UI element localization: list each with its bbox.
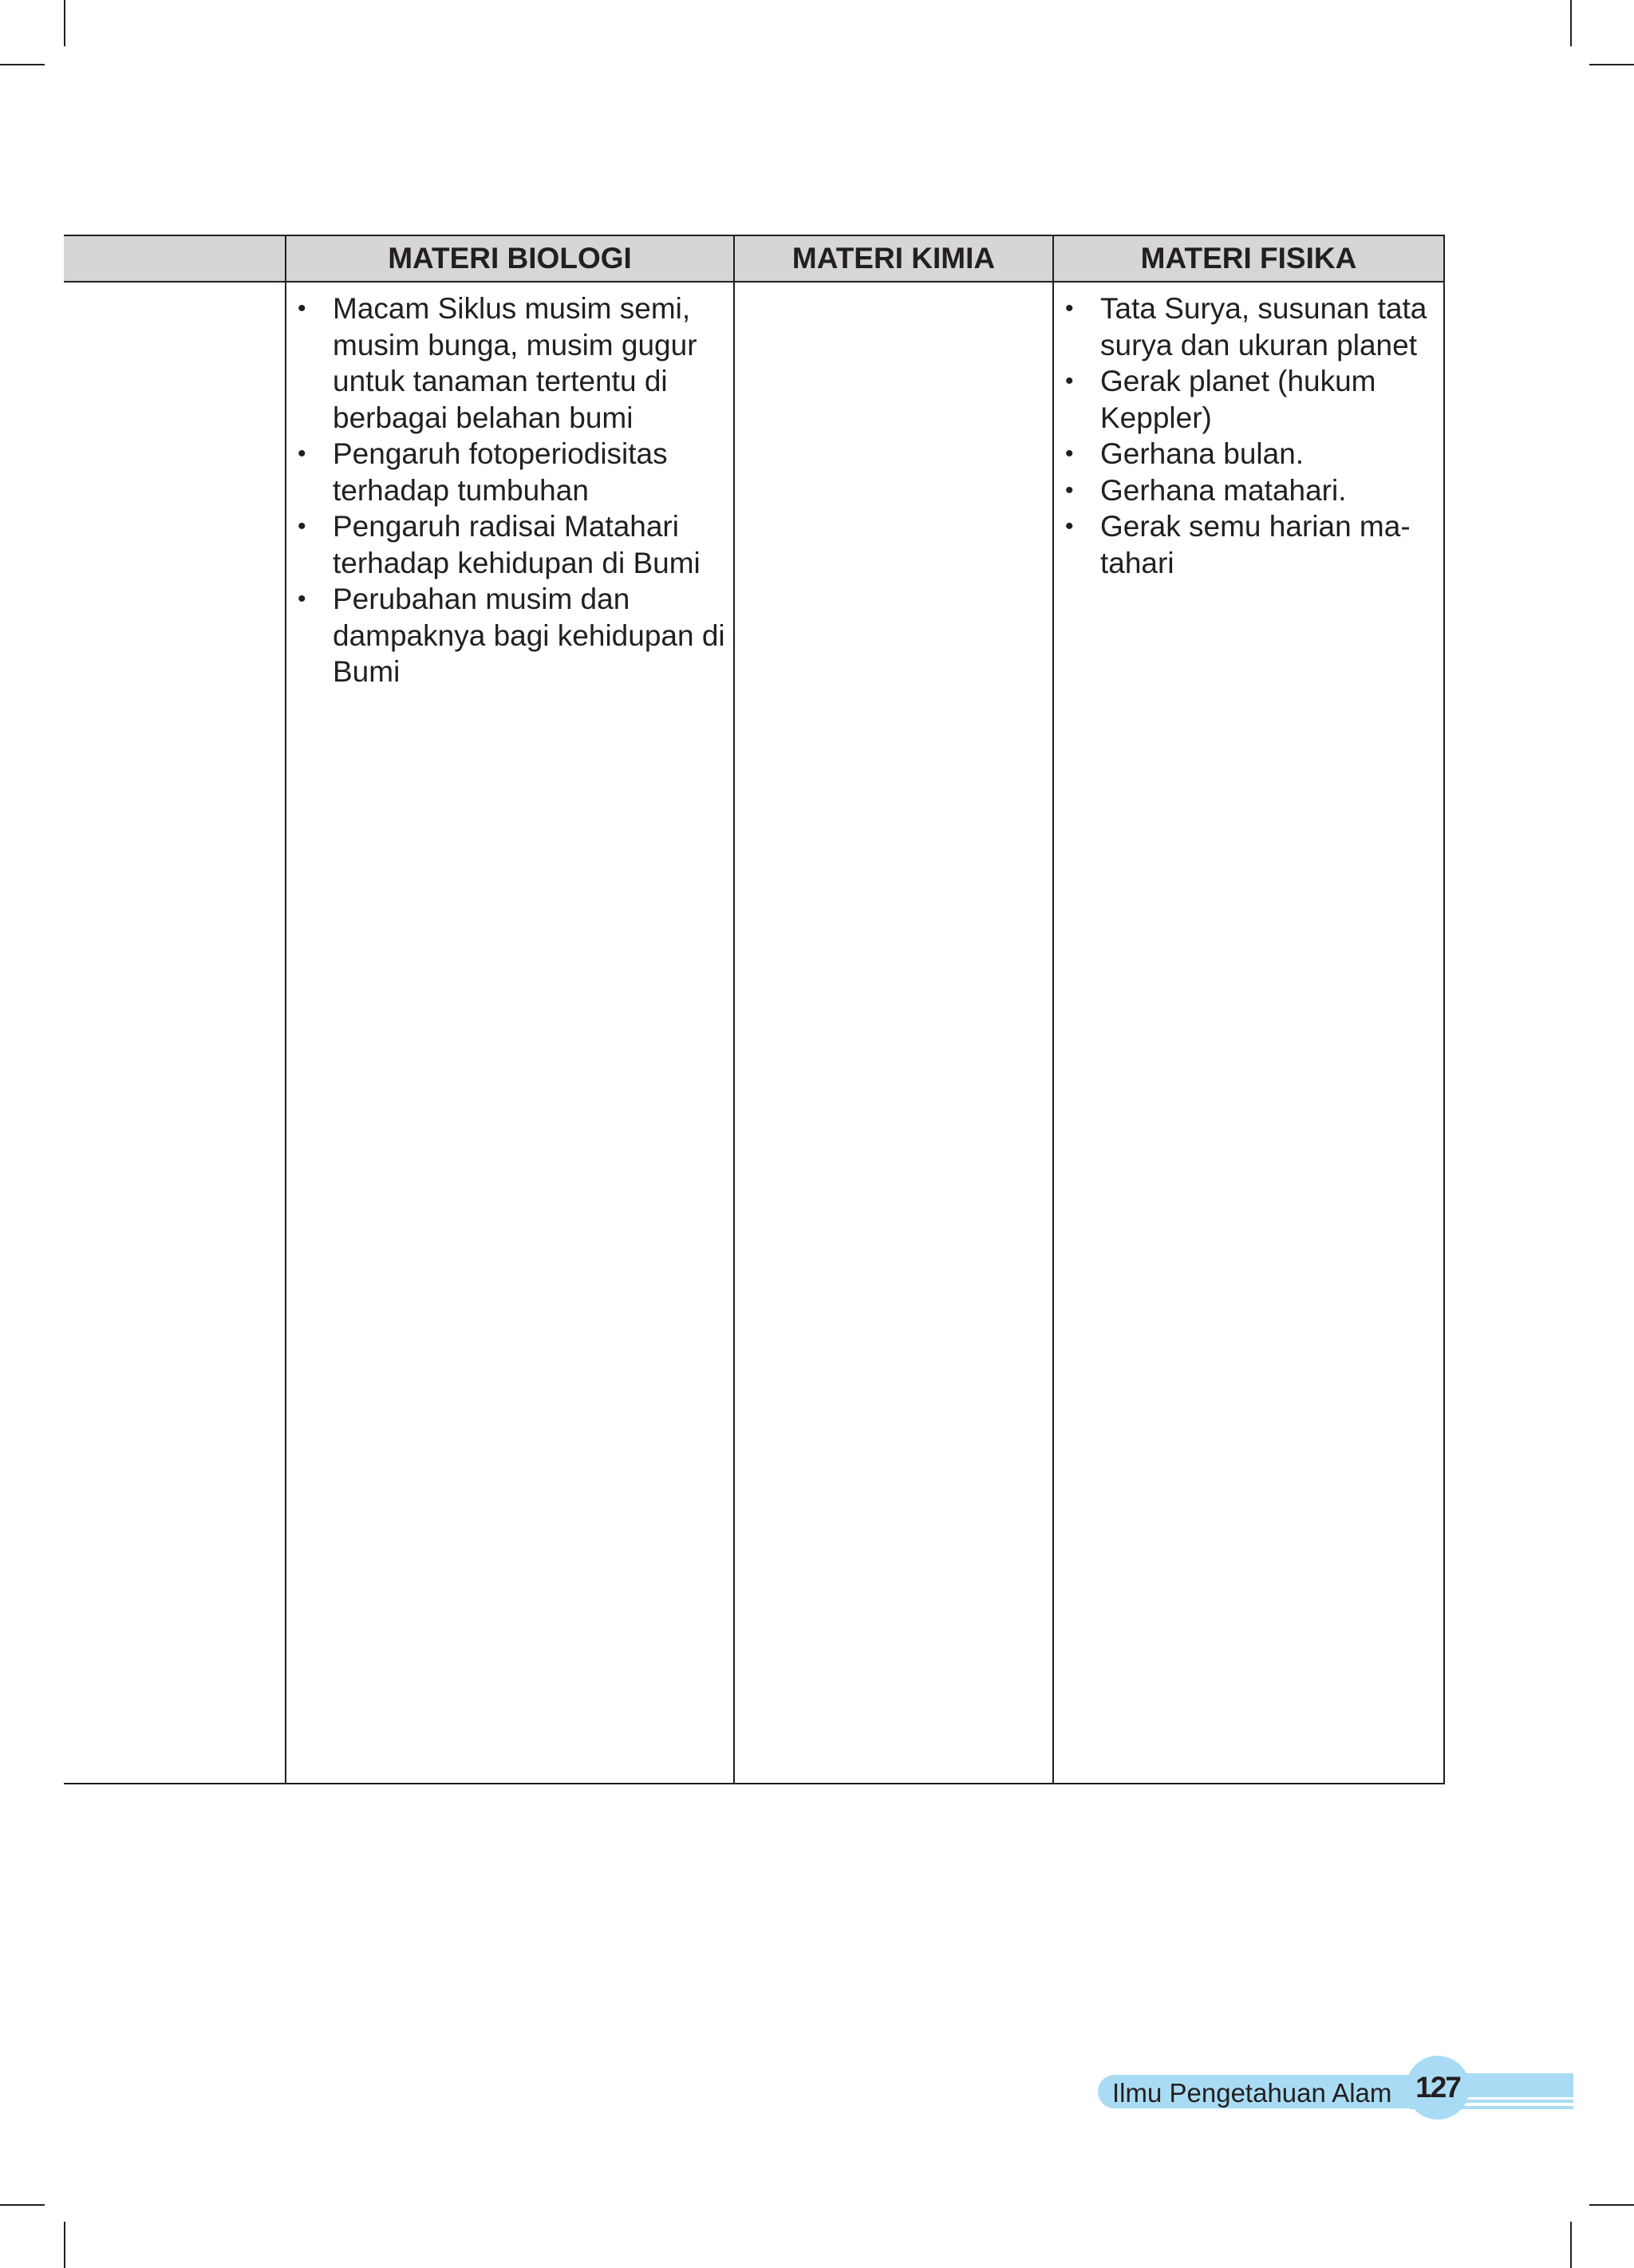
header-fisika: MATERI FISIKA xyxy=(1053,235,1444,282)
biologi-list xyxy=(286,283,733,690)
table-header-row xyxy=(64,235,1444,282)
crop-mark xyxy=(64,2222,65,2268)
crop-mark xyxy=(0,2204,45,2206)
crop-mark xyxy=(1589,2204,1634,2206)
list-item: • Gerak semu harian ma-tahari xyxy=(1100,508,1435,581)
crop-mark xyxy=(0,64,45,65)
crop-mark xyxy=(1589,64,1634,65)
materi-table xyxy=(64,235,1445,1784)
list-item: • Pengaruh fotoperiodisitas terhadap tumbuhan xyxy=(333,436,725,508)
crop-mark xyxy=(64,0,65,46)
fisika-list xyxy=(1054,283,1443,581)
page-number: 127 xyxy=(1406,2056,1470,2120)
header-biologi: MATERI BIOLOGI xyxy=(286,235,734,282)
header-kimia: MATERI KIMIA xyxy=(734,235,1053,282)
list-item: • Gerhana bulan. xyxy=(1100,436,1435,472)
page-footer xyxy=(1098,2056,1577,2120)
list-item: • Perubahan musim dan dampaknya bagi kehidupan di Bumi xyxy=(333,581,725,690)
list-item: • Gerhana matahari. xyxy=(1100,472,1435,509)
cell-blank xyxy=(64,282,286,1784)
book-title: Ilmu Pengetahuan Alam xyxy=(1112,2078,1392,2108)
header-blank xyxy=(64,235,286,282)
list-item: • Tata Surya, susunan tata surya dan ukuran planet xyxy=(1100,290,1435,363)
list-item: • Pengaruh radisai Matahari terhadap kehidupan di Bumi xyxy=(333,508,725,581)
table-row xyxy=(64,282,1444,1784)
cell-biologi xyxy=(286,282,734,1784)
list-item: • Gerak planet (hukum Keppler) xyxy=(1100,363,1435,436)
crop-mark xyxy=(1570,2222,1572,2268)
list-item: • Macam Siklus musim semi, musim bunga, musim gugur untuk tanaman tertentu di berbagai belahan bumi xyxy=(333,290,725,436)
crop-mark xyxy=(1570,0,1572,46)
cell-kimia xyxy=(734,282,1053,1784)
cell-fisika xyxy=(1053,282,1444,1784)
